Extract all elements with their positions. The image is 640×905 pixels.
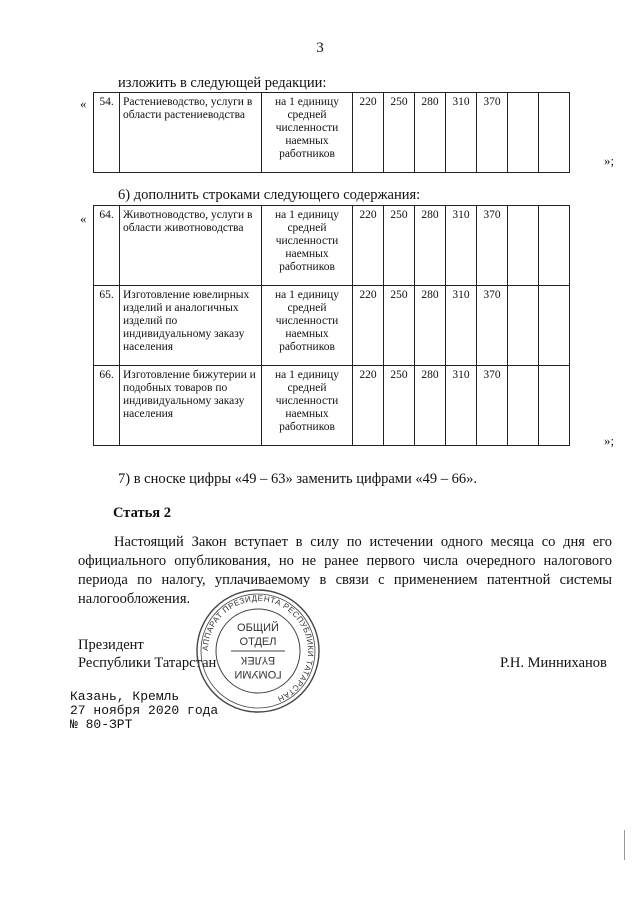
value-cell: 220 bbox=[353, 206, 384, 286]
value-cell: 280 bbox=[415, 93, 446, 173]
unit-measure: на 1 единицу средней численности наемных работников bbox=[262, 93, 353, 173]
value-cell: 250 bbox=[384, 206, 415, 286]
empty-cell bbox=[508, 366, 539, 446]
article-text: Настоящий Закон вступает в силу по истечении одного месяца со дня его официального опубликования, но не ранее первого числа очередного налогового периода по налогу, уплачиваемому в связи с применением патентной системы налогообложения. bbox=[78, 534, 612, 607]
empty-cell bbox=[508, 206, 539, 286]
seal-ring-text: АППАРАТ ПРЕЗИДЕНТА РЕСПУБЛИКИ ТАТАРСТАН bbox=[200, 593, 316, 704]
value-cell: 220 bbox=[353, 93, 384, 173]
row-number: 54. bbox=[94, 93, 120, 173]
value-cell: 280 bbox=[415, 206, 446, 286]
signature-title-line1: Президент bbox=[78, 637, 144, 653]
empty-cell bbox=[508, 286, 539, 366]
intro-line: изложить в следующей редакции: bbox=[118, 75, 327, 91]
value-cell: 280 bbox=[415, 286, 446, 366]
item-7: 7) в сноске цифры «49 – 63» заменить цифрами «49 – 66». bbox=[118, 471, 477, 487]
empty-cell bbox=[508, 93, 539, 173]
table-row bbox=[94, 206, 570, 286]
table1-open-quote: « bbox=[80, 96, 87, 111]
empty-cell bbox=[539, 366, 570, 446]
seal-line1: ОБЩИЙ bbox=[237, 622, 279, 634]
seal-line2: ОТДЕЛ bbox=[239, 636, 277, 648]
table1 bbox=[93, 92, 570, 173]
table-row bbox=[94, 286, 570, 366]
value-cell: 310 bbox=[446, 286, 477, 366]
table2-close-quote: »; bbox=[604, 433, 615, 448]
table-row bbox=[94, 93, 570, 173]
footer-place: Казань, Кремль bbox=[70, 689, 180, 704]
value-cell: 370 bbox=[477, 93, 508, 173]
empty-cell bbox=[539, 93, 570, 173]
activity-name: Животноводство, услуги в области животноводства bbox=[120, 206, 262, 286]
table-row bbox=[94, 366, 570, 446]
empty-cell bbox=[539, 286, 570, 366]
signature-name: Р.Н. Минниханов bbox=[500, 655, 607, 671]
svg-text:АППАРАТ ПРЕЗИДЕНТА РЕСПУБЛИКИ bbox=[201, 594, 315, 704]
table2-open-quote: « bbox=[80, 211, 87, 226]
official-seal bbox=[195, 588, 321, 714]
row-number: 64. bbox=[94, 206, 120, 286]
value-cell: 310 bbox=[446, 93, 477, 173]
value-cell: 250 bbox=[384, 93, 415, 173]
value-cell: 250 bbox=[384, 366, 415, 446]
footer-date: 27 ноября 2020 года bbox=[70, 703, 219, 718]
empty-cell bbox=[539, 206, 570, 286]
scan-edge-mark bbox=[624, 830, 625, 860]
unit-measure: на 1 единицу средней численности наемных работников bbox=[262, 286, 353, 366]
unit-measure: на 1 единицу средней численности наемных работников bbox=[262, 366, 353, 446]
footer-number: № 80-ЗРТ bbox=[70, 717, 133, 732]
table2 bbox=[93, 205, 570, 446]
value-cell: 370 bbox=[477, 286, 508, 366]
value-cell: 220 bbox=[353, 286, 384, 366]
value-cell: 310 bbox=[446, 206, 477, 286]
value-cell: 250 bbox=[384, 286, 415, 366]
signature-title-line2: Республики Татарстан bbox=[78, 655, 217, 671]
table1-close-quote: »; bbox=[604, 153, 615, 168]
unit-measure: на 1 единицу средней численности наемных работников bbox=[262, 206, 353, 286]
article-heading: Статья 2 bbox=[113, 505, 171, 521]
activity-name: Растениеводство, услуги в области растениеводства bbox=[120, 93, 262, 173]
seal-line4: БҮЛЕК bbox=[240, 654, 276, 666]
row-number: 65. bbox=[94, 286, 120, 366]
activity-name: Изготовление бижутерии и подобных товаров по индивидуальному заказу населения bbox=[120, 366, 262, 446]
value-cell: 370 bbox=[477, 206, 508, 286]
value-cell: 370 bbox=[477, 366, 508, 446]
seal-line3: ГОМУМИ bbox=[234, 668, 282, 680]
value-cell: 280 bbox=[415, 366, 446, 446]
page-number: 3 bbox=[316, 40, 324, 56]
row-number: 66. bbox=[94, 366, 120, 446]
value-cell: 220 bbox=[353, 366, 384, 446]
item-6: 6) дополнить строками следующего содержания: bbox=[118, 187, 421, 203]
activity-name: Изготовление ювелирных изделий и аналогичных изделий по индивидуальному заказу населения bbox=[120, 286, 262, 366]
value-cell: 310 bbox=[446, 366, 477, 446]
